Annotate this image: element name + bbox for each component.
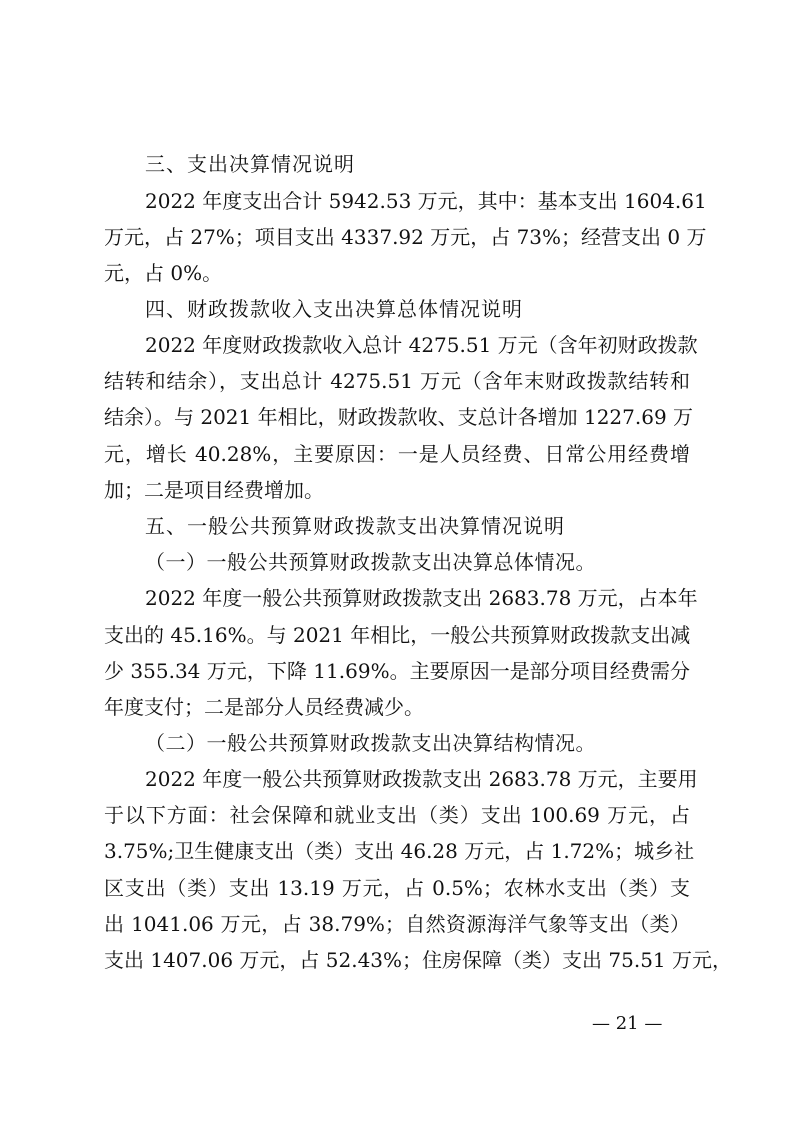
paragraph-line: 少 355.34 万元，下降 11.69%。主要原因一是部分项目经费需分 [104,659,690,683]
paragraph-line: 加；二是项目经费增加。 [104,478,324,502]
paragraph-line: 元，增长 40.28%，主要原因：一是人员经费、日常公用经费增 [104,442,690,466]
paragraph-line: 结余）。与 2021 年相比，财政拨款收、支总计各增加 1227.69 万 [104,405,694,429]
paragraph-line: 支出的 45.16%。与 2021 年相比，一般公共预算财政拨款支出减 [104,623,691,647]
paragraph-line: 3.75%;卫生健康支出（类）支出 46.28 万元，占 1.72%；城乡社 [104,839,695,863]
paragraph-line: 万元，占 27%；项目支出 4337.92 万元，占 73%；经营支出 0 万 [104,225,707,249]
section-heading-fiscal-overview: 四、财政拨款收入支出决算总体情况说明 [145,297,523,321]
section-heading-general-budget: 五、一般公共预算财政拨款支出决算情况说明 [145,514,565,538]
paragraph-line: 2022 年度一般公共预算财政拨款支出 2683.78 万元，主要用 [145,767,698,791]
subsection-title-overall: （一）一般公共预算财政拨款支出决算总体情况。 [145,550,596,574]
section-heading-expenditure: 三、支出决算情况说明 [145,152,355,176]
subsection-title-structure: （二）一般公共预算财政拨款支出决算结构情况。 [145,731,596,755]
page-number: — 21 — [592,1013,663,1034]
paragraph-line: 于以下方面：社会保障和就业支出（类）支出 100.69 万元，占 [104,803,690,827]
paragraph-line: 结转和结余），支出总计 4275.51 万元（含年末财政拨款结转和 [104,369,690,393]
paragraph-line: 支出 1407.06 万元，占 52.43%；住房保障（类）支出 75.51 万元， [104,948,733,972]
paragraph-line: 元，占 0%。 [104,261,223,285]
paragraph-line: 出 1041.06 万元，占 38.79%；自然资源海洋气象等支出（类） [104,912,690,936]
paragraph-line: 2022 年度财政拨款收入总计 4275.51 万元（含年初财政拨款 [145,333,698,357]
paragraph-line: 2022 年度支出合计 5942.53 万元，其中：基本支出 1604.61 [145,189,707,213]
paragraph-line: 2022 年度一般公共预算财政拨款支出 2683.78 万元，占本年 [145,586,698,610]
paragraph-line: 区支出（类）支出 13.19 万元，占 0.5%；农林水支出（类）支 [104,876,690,900]
paragraph-line: 年度支付；二是部分人员经费减少。 [104,695,424,719]
